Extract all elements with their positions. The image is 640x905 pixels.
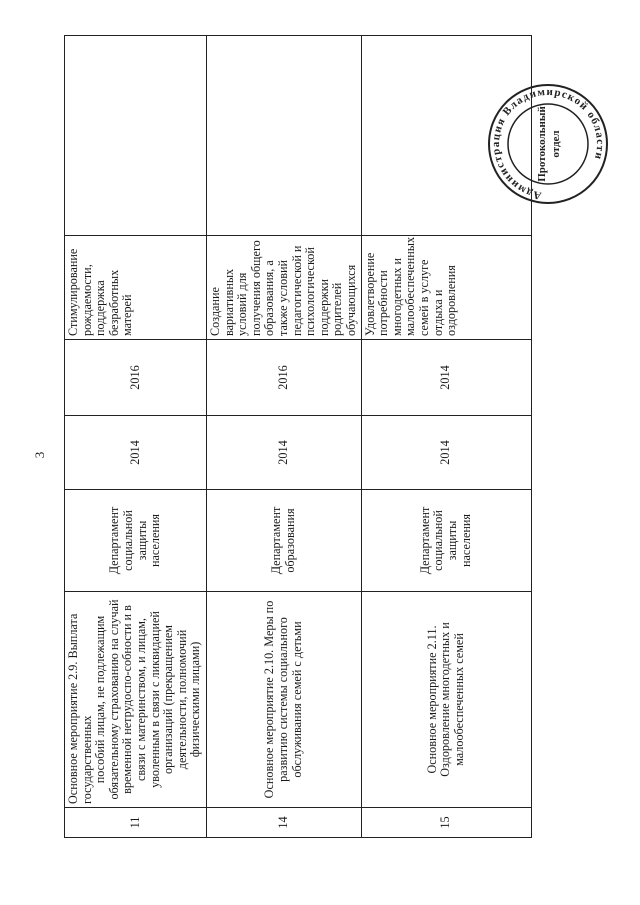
start-year: 2014 <box>361 416 531 490</box>
event-name-body: Основное мероприятие 2.11. Оздоровление многодетных и малообеспеченных семей <box>424 622 466 777</box>
expected-result: Создание вариативных условий для получения общего образования, а также условий педагогической и психологической поддержки родителей обучающихся <box>207 236 362 340</box>
empty-cell <box>207 36 362 236</box>
event-name-body: пособий лицам, не подлежащим обязательному страхованию на случай временной нетрудоспо-собности и в связи с материнством, и лицам, уволенным в связи с ликвидацией организаций (прекращением деятельности, полномочий физическими лицами) <box>93 599 203 800</box>
event-name-body: Основное мероприятие 2.10. Меры по развитию системы социального обслуживания семей с детьми <box>262 600 304 799</box>
event-name-head: Основное мероприятие 2.9. Выплата государственных <box>66 613 94 804</box>
event-name-cell <box>207 592 362 808</box>
end-year: 2016 <box>207 340 362 416</box>
start-year: 2014 <box>207 416 362 490</box>
page-number: 3 <box>32 451 47 459</box>
end-year: 2014 <box>361 340 531 416</box>
stamp-inner-ring <box>508 104 588 184</box>
official-stamp <box>487 83 609 205</box>
empty-cell <box>65 36 207 236</box>
events-table-rotated <box>64 36 488 838</box>
start-year: 2014 <box>65 416 207 490</box>
row-number: 14 <box>207 808 362 838</box>
responsible-executor: Департамент социальной защиты населения <box>65 490 207 592</box>
stamp-center-line2: отдел <box>550 130 562 158</box>
expected-result: Стимулирование рождаемости, поддержка безработных матерей <box>65 236 207 340</box>
end-year: 2016 <box>65 340 207 416</box>
responsible-executor: Департамент социальной защиты населения <box>361 490 531 592</box>
row-number: 11 <box>65 808 207 838</box>
events-table <box>64 35 532 838</box>
expected-result: Удовлетворение потребности многодетных и малообеспеченных семей в услуге отдыха и оздоровления <box>361 236 531 340</box>
row-number: 15 <box>361 808 531 838</box>
stamp-outer-ring <box>489 85 607 203</box>
table-row <box>65 36 207 838</box>
event-name-cell <box>65 592 207 808</box>
stamp-center-line1: Протокольный <box>536 106 548 182</box>
event-name-cell <box>361 592 531 808</box>
stamp-outer-text: Администрация Владимирской области <box>489 85 607 202</box>
table-row <box>207 36 362 838</box>
responsible-executor: Департамент образования <box>207 490 362 592</box>
